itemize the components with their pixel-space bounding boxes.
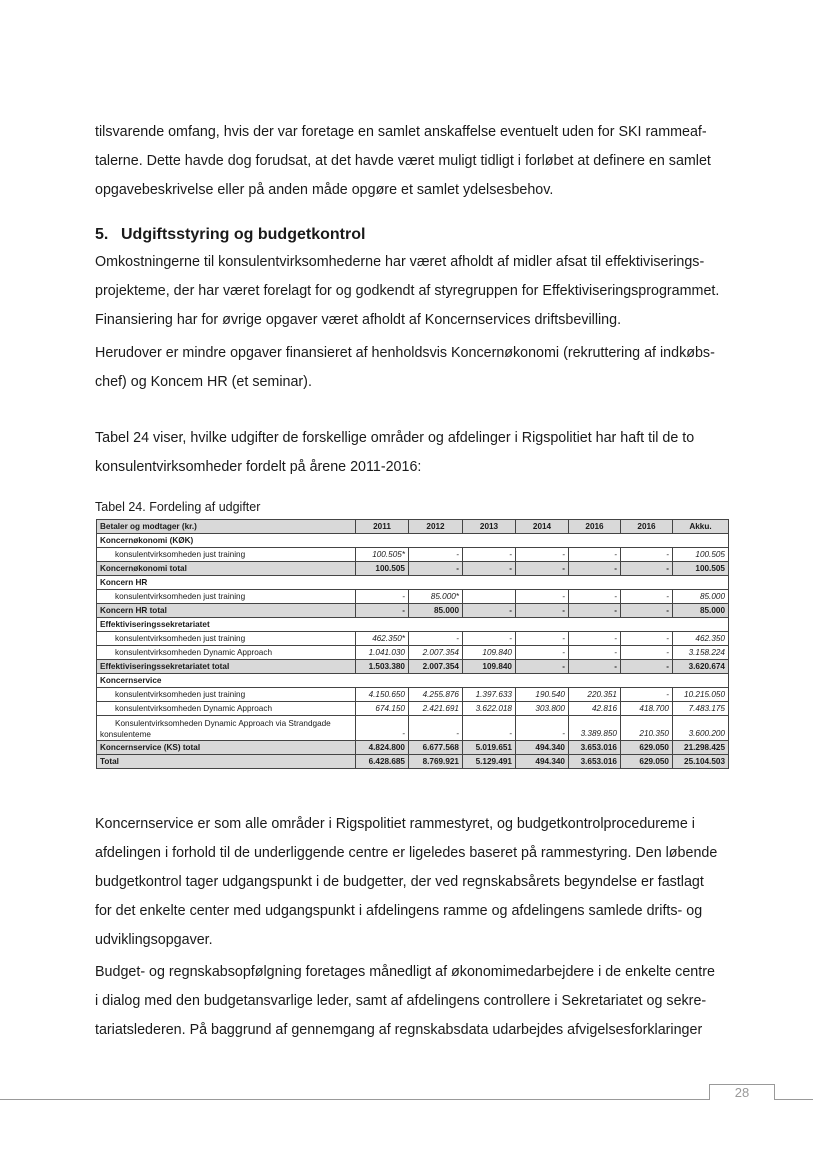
- value-cell: -: [569, 548, 621, 562]
- table-caption: Tabel 24. Fordeling af udgifter: [95, 500, 261, 514]
- text-line: tariatslederen. På baggrund af gennemgang af regnskabsdata udarbejdes afvigelsesforklaringer: [95, 1022, 703, 1038]
- value-cell: 6.677.568: [409, 741, 463, 755]
- row-label: konsulentvirksomheden Dynamic Approach: [97, 646, 356, 660]
- value-cell: -: [516, 590, 569, 604]
- table-row: [97, 646, 729, 660]
- text-line: for det enkelte center med udgangspunkt i afdelingens ramme og afdelingens samlede drifts- og: [95, 903, 703, 919]
- expense-table: [96, 519, 729, 769]
- value-cell: -: [516, 562, 569, 576]
- value-cell: 5.019.651: [463, 741, 516, 755]
- value-cell: -: [516, 632, 569, 646]
- value-cell: 100.505*: [356, 548, 409, 562]
- row-label: Koncernøkonomi (KØK): [97, 534, 729, 548]
- value-cell: -: [621, 632, 673, 646]
- row-label: Konsulentvirksomheden Dynamic Approach via Strandgade konsulenteme: [97, 716, 356, 741]
- value-cell: 1.397.633: [463, 688, 516, 702]
- value-cell: 7.483.175: [673, 702, 729, 716]
- value-cell: 462.350: [673, 632, 729, 646]
- value-cell: 6.428.685: [356, 755, 409, 769]
- table-row: [97, 632, 729, 646]
- value-cell: -: [516, 716, 569, 741]
- value-cell: 418.700: [621, 702, 673, 716]
- row-label: Total: [97, 755, 356, 769]
- footer-rule-left: [0, 1099, 709, 1100]
- value-cell: -: [409, 548, 463, 562]
- value-cell: -: [463, 632, 516, 646]
- value-cell: 85.000*: [409, 590, 463, 604]
- paragraph-framework: [95, 810, 735, 955]
- value-cell: 4.255.876: [409, 688, 463, 702]
- value-cell: 3.600.200: [673, 716, 729, 741]
- value-cell: 3.620.674: [673, 660, 729, 674]
- value-cell: 629.050: [621, 741, 673, 755]
- page-number: 28: [709, 1084, 775, 1100]
- value-cell: 100.505: [673, 548, 729, 562]
- row-label: Effektiviseringssekretariatet total: [97, 660, 356, 674]
- value-cell: 8.769.921: [409, 755, 463, 769]
- value-cell: -: [409, 716, 463, 741]
- row-label: konsulentvirksomheden just training: [97, 590, 356, 604]
- text-line: tilsvarende omfang, hvis der var foretage en samlet anskaffelse eventuelt uden for SKI rammeaf-: [95, 124, 707, 140]
- value-cell: 100.505: [356, 562, 409, 576]
- value-cell: -: [516, 660, 569, 674]
- value-cell: -: [569, 604, 621, 618]
- value-cell: 5.129.491: [463, 755, 516, 769]
- value-cell: -: [569, 632, 621, 646]
- value-cell: -: [409, 562, 463, 576]
- value-cell: -: [463, 716, 516, 741]
- value-cell: -: [569, 660, 621, 674]
- value-cell: 109.840: [463, 660, 516, 674]
- value-cell: -: [569, 590, 621, 604]
- row-label: Koncernservice (KS) total: [97, 741, 356, 755]
- paragraph-funding: [95, 248, 735, 335]
- column-header-year: 2011: [356, 520, 409, 534]
- value-cell: 3.653.016: [569, 755, 621, 769]
- value-cell: -: [356, 590, 409, 604]
- footer-rule-right: [775, 1099, 813, 1100]
- value-cell: -: [356, 604, 409, 618]
- value-cell: 190.540: [516, 688, 569, 702]
- value-cell: -: [463, 548, 516, 562]
- table-row: [97, 716, 729, 741]
- paragraph-table-intro: [95, 424, 735, 482]
- row-label: konsulentvirksomheden Dynamic Approach: [97, 702, 356, 716]
- table-row: [97, 590, 729, 604]
- value-cell: -: [463, 604, 516, 618]
- column-header-label: Betaler og modtager (kr.): [97, 520, 356, 534]
- value-cell: 3.622.018: [463, 702, 516, 716]
- text-line: i dialog med den budgetansvarlige leder, samt af afdelingens controllere i Sekretariatet og sekre-: [95, 993, 707, 1009]
- value-cell: -: [356, 716, 409, 741]
- group-row: [97, 534, 729, 548]
- row-label: konsulentvirksomheden just training: [97, 548, 356, 562]
- text-line: Finansiering har for øvrige opgaver været afholdt af Koncernservices driftsbevilling.: [95, 312, 622, 328]
- value-cell: 629.050: [621, 755, 673, 769]
- text-line: Budget- og regnskabsopfølgning foretages månedligt af økonomimedarbejdere i de enkelte centre: [95, 964, 715, 980]
- group-row: [97, 618, 729, 632]
- value-cell: 1.041.030: [356, 646, 409, 660]
- column-header-year: 2016: [621, 520, 673, 534]
- value-cell: 21.298.425: [673, 741, 729, 755]
- total-row: [97, 755, 729, 769]
- row-label: Effektiviseringssekretariatet: [97, 618, 729, 632]
- intro-paragraph: [95, 118, 735, 205]
- value-cell: 3.158.224: [673, 646, 729, 660]
- section-title: Udgiftsstyring og budgetkontrol: [121, 226, 366, 243]
- value-cell: 1.503.380: [356, 660, 409, 674]
- group-row: [97, 576, 729, 590]
- value-cell: 303.800: [516, 702, 569, 716]
- column-header-year: 2016: [569, 520, 621, 534]
- value-cell: -: [621, 660, 673, 674]
- value-cell: -: [569, 646, 621, 660]
- value-cell: 462.350*: [356, 632, 409, 646]
- row-label: Koncernøkonomi total: [97, 562, 356, 576]
- value-cell: 494.340: [516, 741, 569, 755]
- column-header-year: Akku.: [673, 520, 729, 534]
- value-cell: -: [463, 562, 516, 576]
- value-cell: -: [516, 646, 569, 660]
- value-cell: 85.000: [673, 590, 729, 604]
- value-cell: -: [621, 604, 673, 618]
- column-header-year: 2013: [463, 520, 516, 534]
- value-cell: 2.007.354: [409, 646, 463, 660]
- paragraph-followup: [95, 958, 735, 1045]
- column-header-year: 2012: [409, 520, 463, 534]
- value-cell: -: [516, 548, 569, 562]
- text-line: Tabel 24 viser, hvilke udgifter de forskellige områder og afdelinger i Rigspolitiet har haft til de to: [95, 430, 695, 446]
- value-cell: 2.421.691: [409, 702, 463, 716]
- total-row: [97, 604, 729, 618]
- value-cell: -: [621, 646, 673, 660]
- total-row: [97, 741, 729, 755]
- value-cell: 100.505: [673, 562, 729, 576]
- text-line: Herudover er mindre opgaver finansieret af henholdsvis Koncernøkonomi (rekruttering af indkøbs-: [95, 345, 715, 361]
- value-cell: 2.007.354: [409, 660, 463, 674]
- section-number: 5.: [95, 226, 109, 243]
- value-cell: -: [409, 632, 463, 646]
- value-cell: 85.000: [673, 604, 729, 618]
- section-heading: [95, 226, 365, 244]
- text-line: budgetkontrol tager udgangspunkt i de budgetter, der ved regnskabsårets begyndelse er fastlagt: [95, 874, 704, 890]
- row-label: konsulentvirksomheden just training: [97, 632, 356, 646]
- value-cell: 4.150.650: [356, 688, 409, 702]
- value-cell: 494.340: [516, 755, 569, 769]
- group-row: [97, 674, 729, 688]
- total-row: [97, 562, 729, 576]
- text-line: Koncernservice er som alle områder i Rigspolitiet rammestyret, og budgetkontrolprocedureme i: [95, 816, 695, 832]
- value-cell: 3.389.850: [569, 716, 621, 741]
- text-line: opgavebeskrivelse eller på anden måde opgøre et samlet ydelsesbehov.: [95, 182, 554, 198]
- table-header-row: [97, 520, 729, 534]
- text-line: projekteme, der har været forelagt for og godkendt af styregruppen for Effektiviseringsprogrammet.: [95, 283, 720, 299]
- value-cell: [463, 590, 516, 604]
- row-label: konsulentvirksomheden just training: [97, 688, 356, 702]
- text-line: chef) og Koncem HR (et seminar).: [95, 374, 312, 390]
- value-cell: -: [569, 562, 621, 576]
- value-cell: 3.653.016: [569, 741, 621, 755]
- value-cell: 109.840: [463, 646, 516, 660]
- table-row: [97, 702, 729, 716]
- total-row: [97, 660, 729, 674]
- value-cell: 220.351: [569, 688, 621, 702]
- value-cell: -: [516, 604, 569, 618]
- row-label: Koncernservice: [97, 674, 729, 688]
- value-cell: -: [621, 548, 673, 562]
- value-cell: 42.816: [569, 702, 621, 716]
- text-line: Omkostningerne til konsulentvirksomhederne har været afholdt af midler afsat til effektiviserings-: [95, 254, 705, 270]
- value-cell: 85.000: [409, 604, 463, 618]
- value-cell: 25.104.503: [673, 755, 729, 769]
- value-cell: -: [621, 590, 673, 604]
- value-cell: 674.150: [356, 702, 409, 716]
- row-label: Koncern HR: [97, 576, 729, 590]
- value-cell: -: [621, 562, 673, 576]
- text-line: afdelingen i forhold til de underliggende centre er ligeledes baseret på rammestyring. Den løbende: [95, 845, 718, 861]
- value-cell: 210.350: [621, 716, 673, 741]
- text-line: udviklingsopgaver.: [95, 932, 213, 948]
- value-cell: 4.824.800: [356, 741, 409, 755]
- value-cell: 10.215.050: [673, 688, 729, 702]
- row-label: Koncern HR total: [97, 604, 356, 618]
- paragraph-additional: [95, 339, 735, 397]
- text-line: talerne. Dette havde dog forudsat, at det havde været muligt tidligt i forløbet at definere en samlet: [95, 153, 711, 169]
- value-cell: -: [621, 688, 673, 702]
- table-row: [97, 548, 729, 562]
- table-row: [97, 688, 729, 702]
- text-line: konsulentvirksomheder fordelt på årene 2011-2016:: [95, 459, 422, 475]
- column-header-year: 2014: [516, 520, 569, 534]
